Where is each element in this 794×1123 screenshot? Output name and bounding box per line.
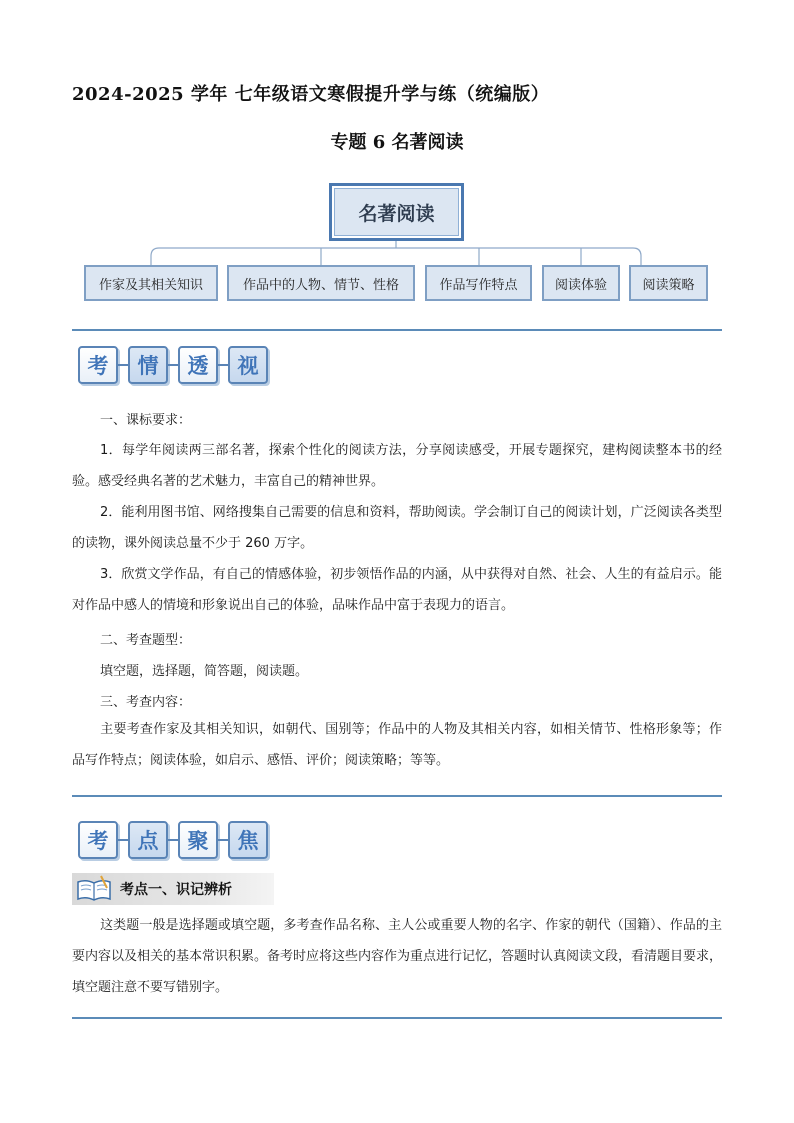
kaodian-label: 考点一、识记辨析 bbox=[120, 882, 232, 898]
kaodian-heading-bar bbox=[72, 873, 274, 905]
kaodian-paragraph bbox=[72, 910, 722, 1003]
question-types-text: 填空题，选择题，简答题，阅读题。 bbox=[100, 664, 309, 679]
banner-kaoqing bbox=[78, 343, 268, 387]
banner-char: 点 bbox=[128, 821, 168, 859]
mindmap-node-author: 作家及其相关知识 bbox=[84, 265, 218, 301]
document-title: 2024-2025 学年 七年级语文寒假提升学与练（统编版） bbox=[72, 84, 550, 105]
heading-question-types: 二、考查题型： bbox=[100, 633, 192, 648]
paragraph-3-text: 3．欣赏文学作品，有自己的情感体验，初步领悟作品的内涵，从中获得对自然、社会、人生的有益启示。能对作品中感人的情境和形象说出自己的体验，品味作品中富于表现力的语言。 bbox=[72, 567, 722, 613]
banner-char: 考 bbox=[78, 346, 118, 384]
paragraph-2 bbox=[72, 497, 722, 559]
divider-2 bbox=[72, 795, 722, 797]
heading-content: 三、考查内容： bbox=[100, 695, 192, 710]
paragraph-1 bbox=[72, 435, 722, 497]
banner-kaodian bbox=[78, 818, 268, 862]
divider-1 bbox=[72, 329, 722, 331]
paragraph-4-text: 主要考查作家及其相关知识，如朝代、国别等；作品中的人物及其相关内容，如相关情节、性格形象等；作品写作特点；阅读体验，如启示、感悟、评价；阅读策略；等等。 bbox=[72, 722, 722, 768]
mindmap-node-strategy: 阅读策略 bbox=[629, 265, 708, 301]
banner-char: 考 bbox=[78, 821, 118, 859]
paragraph-4 bbox=[72, 714, 722, 776]
banner-char: 情 bbox=[128, 346, 168, 384]
subtitle-text: 专题 6 名著阅读 bbox=[330, 132, 464, 153]
paragraph-2-text: 2．能利用图书馆、网络搜集自己需要的信息和资料，帮助阅读。学会制订自己的阅读计划，广泛阅读各类型的读物，课外阅读总量不少于 260 万字。 bbox=[72, 505, 722, 551]
mindmap-root: 名著阅读 bbox=[329, 183, 464, 241]
paragraph-3 bbox=[72, 559, 722, 621]
banner-char: 焦 bbox=[228, 821, 268, 859]
paragraph-1-text: 1．每学年阅读两三部名著，探索个性化的阅读方法，分享阅读感受，开展专题探究，建构阅读整本书的经验。感受经典名著的艺术魅力，丰富自己的精神世界。 bbox=[72, 443, 722, 489]
banner-char: 透 bbox=[178, 346, 218, 384]
banner-char: 聚 bbox=[178, 821, 218, 859]
mindmap-node-characters: 作品中的人物、情节、性格 bbox=[227, 265, 415, 301]
open-book-icon bbox=[74, 874, 114, 904]
heading-standards: 一、课标要求： bbox=[100, 413, 192, 428]
mindmap-node-experience: 阅读体验 bbox=[542, 265, 620, 301]
mindmap-node-writing: 作品写作特点 bbox=[425, 265, 532, 301]
divider-3 bbox=[72, 1017, 722, 1019]
kaodian-paragraph-text: 这类题一般是选择题或填空题，多考查作品名称、主人公或重要人物的名字、作家的朝代（国籍）、作品的主要内容以及相关的基本常识积累。备考时应将这些内容作为重点进行记忆，答题时认真阅读文段，看清题目要求，填空题注意不要写错别字。 bbox=[72, 918, 723, 995]
banner-char: 视 bbox=[228, 346, 268, 384]
